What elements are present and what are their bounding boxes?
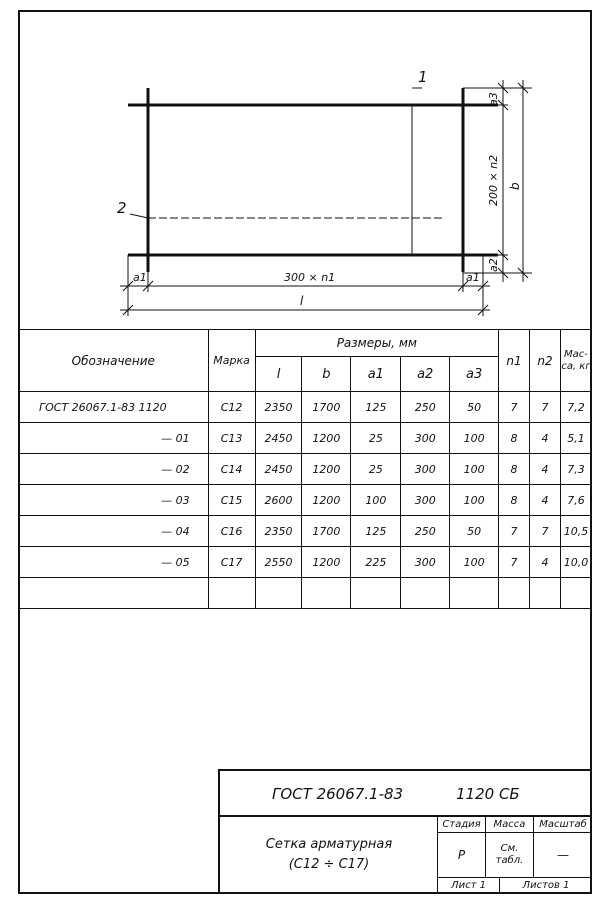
cell-mark: С12 — [208, 392, 255, 423]
table-row — [19, 516, 592, 547]
cell-b: 1200 — [302, 485, 351, 516]
cell-n1: 7 — [499, 516, 530, 547]
cell-b: 1200 — [302, 423, 351, 454]
cell-mass: 10,5 — [560, 516, 591, 547]
cell-a2: 300 — [401, 547, 450, 578]
cell-n1: 7 — [499, 547, 530, 578]
header-b: b — [302, 357, 351, 392]
cell-a1: 125 — [351, 516, 401, 547]
dim-l: l — [300, 294, 304, 308]
dim-a1-right: a1 — [466, 271, 480, 284]
table-row — [19, 423, 592, 454]
cell-mass: 7,6 — [560, 485, 591, 516]
cell-l: 2450 — [255, 423, 302, 454]
doc-code: ГОСТ 26067.1-83 — [272, 785, 404, 803]
table-row — [19, 547, 592, 578]
cell-n2: 7 — [530, 392, 561, 423]
cell-a2: 300 — [401, 454, 450, 485]
cell-a1: 25 — [351, 423, 401, 454]
stage-value: Р — [438, 833, 486, 878]
name-line2: (С12 ÷ С17) — [288, 857, 370, 872]
cell-a1: 100 — [351, 485, 401, 516]
cell-designation: ГОСТ 26067.1-83 1120 — [19, 392, 209, 423]
cell-designation: — 03 — [19, 485, 209, 516]
cell-a2: 300 — [401, 423, 450, 454]
cell-mark: С13 — [208, 423, 255, 454]
table-row — [19, 485, 592, 516]
doc-suffix: 1120 СБ — [456, 785, 520, 803]
dim-b: b — [508, 182, 522, 190]
cell-l: 2600 — [255, 485, 302, 516]
header-a3: a3 — [450, 357, 499, 392]
cell-a3: 100 — [450, 454, 499, 485]
cell-mass: 10,0 — [560, 547, 591, 578]
dim-a2: a2 — [487, 258, 500, 272]
cell-a1: 125 — [351, 392, 401, 423]
dim-a1-left: a1 — [133, 271, 147, 284]
cell-mass: 5,1 — [560, 423, 591, 454]
callout-1: 1 — [418, 68, 428, 86]
cell-n1: 8 — [499, 423, 530, 454]
cell-b: 1200 — [302, 454, 351, 485]
cell-a2: 250 — [401, 516, 450, 547]
mass-value: См. табл. — [486, 833, 534, 878]
header-mark: Марка — [208, 330, 255, 392]
cell-l: 2350 — [255, 392, 302, 423]
header-a1: a1 — [351, 357, 401, 392]
table-row — [19, 454, 592, 485]
cell-b: 1700 — [302, 516, 351, 547]
scale-value: — — [534, 833, 592, 878]
header-a2: a2 — [401, 357, 450, 392]
dim-200n2: 200 × n2 — [487, 154, 500, 206]
spec-table — [18, 329, 592, 609]
cell-mass: 7,2 — [560, 392, 591, 423]
cell-a3: 100 — [450, 423, 499, 454]
cell-a1: 25 — [351, 454, 401, 485]
cell-n2: 4 — [530, 454, 561, 485]
cell-n2: 7 — [530, 516, 561, 547]
cell-designation: — 04 — [19, 516, 209, 547]
cell-n1: 8 — [499, 454, 530, 485]
dim-300n1: 300 × n1 — [284, 271, 336, 284]
header-mass: Мас- са, кг — [560, 330, 591, 392]
cell-n1: 8 — [499, 485, 530, 516]
cell-a2: 300 — [401, 485, 450, 516]
header-n2: n2 — [530, 330, 561, 392]
mass-label: Масса — [486, 817, 534, 833]
empty-row — [19, 578, 592, 609]
header-n1: n1 — [499, 330, 530, 392]
callout-2: 2 — [117, 199, 127, 217]
cell-a3: 50 — [450, 392, 499, 423]
cell-mass: 7,3 — [560, 454, 591, 485]
cell-a3: 50 — [450, 516, 499, 547]
cell-mark: С17 — [208, 547, 255, 578]
cell-l: 2550 — [255, 547, 302, 578]
cell-n2: 4 — [530, 485, 561, 516]
cell-n2: 4 — [530, 423, 561, 454]
dim-a3: a3 — [487, 92, 500, 106]
name-line1: Сетка арматурная — [265, 837, 393, 852]
header-row — [19, 330, 592, 357]
cell-mark: С14 — [208, 454, 255, 485]
cell-b: 1200 — [302, 547, 351, 578]
cell-a3: 100 — [450, 485, 499, 516]
cell-n2: 4 — [530, 547, 561, 578]
header-l: l — [255, 357, 302, 392]
sheets-label: Листов 1 — [522, 880, 570, 891]
cell-l: 2350 — [255, 516, 302, 547]
stage-label: Стадия — [438, 817, 486, 833]
cell-mark: С15 — [208, 485, 255, 516]
cell-a2: 250 — [401, 392, 450, 423]
cell-a3: 100 — [450, 547, 499, 578]
mesh-drawing — [0, 0, 606, 330]
cell-b: 1700 — [302, 392, 351, 423]
scale-label: Масштаб — [534, 817, 592, 833]
cell-a1: 225 — [351, 547, 401, 578]
table-row — [19, 392, 592, 423]
header-sizes: Размеры, мм — [255, 330, 499, 357]
cell-mark: С16 — [208, 516, 255, 547]
cell-designation: — 05 — [19, 547, 209, 578]
title-block — [218, 769, 592, 894]
sheet-label: Лист 1 — [438, 878, 500, 894]
cell-l: 2450 — [255, 454, 302, 485]
cell-designation: — 01 — [19, 423, 209, 454]
cell-n1: 7 — [499, 392, 530, 423]
header-designation: Обозначение — [19, 330, 209, 392]
cell-designation: — 02 — [19, 454, 209, 485]
